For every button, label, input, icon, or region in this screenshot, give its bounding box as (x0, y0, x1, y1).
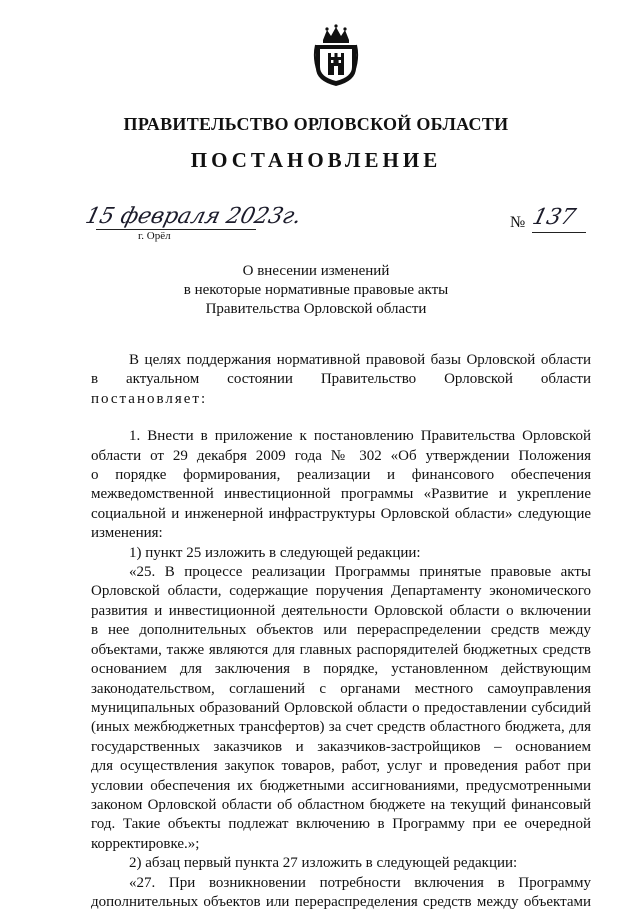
body-line: 2) абзац первый пункта 27 изложить в следующей редакции: (129, 855, 518, 872)
body-line: социальной и инженерной инфраструктуры Орловской области» следующие (91, 505, 591, 522)
body-line: межведомственной инвестиционной программы «Развитие и укрепление (91, 486, 591, 503)
subject-line: в некоторые нормативные правовые акты (183, 282, 449, 298)
body-line: дополнительных объектов или перераспределения средств между объектами (91, 893, 591, 910)
body-line: «27. При возникновении потребности включения в Программу (129, 874, 591, 891)
body-line: В целях поддержания нормативной правовой базы Орловской области (129, 352, 591, 368)
body-line: законодательством, соглашений с органами местного самоуправления (91, 680, 591, 697)
body-line: корректировке.»; (91, 835, 200, 852)
number-label: № (510, 214, 526, 231)
body-line: (иных межбюджетных трансфертов) за счет средств областного бюджета, для (91, 719, 591, 736)
body-line: муниципальных образований Орловской области о предоставлении субсидий (91, 699, 591, 716)
paragraph-gap (91, 409, 591, 427)
handwritten-number: 137 (529, 205, 579, 230)
body-line: в актуальном состоянии Правительство Орловской области (91, 371, 591, 388)
body-line: Орловской области, содержащие поручения Департаменту экономического (91, 583, 591, 600)
body-line: области от 29 декабря 2009 года № 302 «Об утверждении Положения (91, 447, 591, 464)
date-underline (96, 229, 256, 230)
body-line: государственных заказчиков и заказчиков-застройщиков – основанием (91, 738, 591, 755)
body-line: постановляет: (91, 390, 208, 407)
body-line: в нее дополнительных объектов или перераспределении средств между (91, 622, 591, 639)
body-line: объектами, также являются для главных распорядителей бюджетных средств (91, 641, 591, 658)
document-body (91, 351, 591, 912)
body-line: о порядке формирования, реализации и финансового обеспечения (91, 467, 591, 484)
coat-of-arms-emblem (313, 24, 359, 88)
body-line: основанием для заключения в порядке, установленном действующим (91, 661, 591, 678)
body-line: 1) пункт 25 изложить в следующей редакции: (129, 544, 421, 561)
body-line: развития и инвестиционной деятельности Орловской области о включении (91, 602, 591, 619)
city-label: г. Орёл (138, 230, 171, 242)
document-subject (0, 262, 632, 319)
body-line: год. Такие объекты подлежат включению в Программу при ее очередной (91, 816, 591, 833)
number-underline (532, 232, 586, 233)
body-line: для осуществления закупок товаров, работ, услуг и проведения работ при (91, 758, 591, 775)
body-line: законом Орловской области об областном бюджете на текущий финансовый (91, 796, 591, 813)
document-type-title: ПОСТАНОВЛЕНИЕ (190, 148, 442, 172)
subject-line: Правительства Орловской области (205, 301, 427, 317)
organization-name: ПРАВИТЕЛЬСТВО ОРЛОВСКОЙ ОБЛАСТИ (123, 114, 509, 134)
body-line: 1. Внести в приложение к постановлению Правительства Орловской (129, 428, 591, 445)
handwritten-date: 15 февраля 2023г. (82, 204, 305, 229)
body-line: «25. В процессе реализации Программы принятые правовые акты (129, 564, 591, 581)
body-line: изменения: (91, 525, 163, 542)
subject-line: О внесении изменений (242, 263, 390, 279)
body-line: условии обеспечения их бюджетными ассигнованиями, предусмотренными (91, 777, 591, 794)
